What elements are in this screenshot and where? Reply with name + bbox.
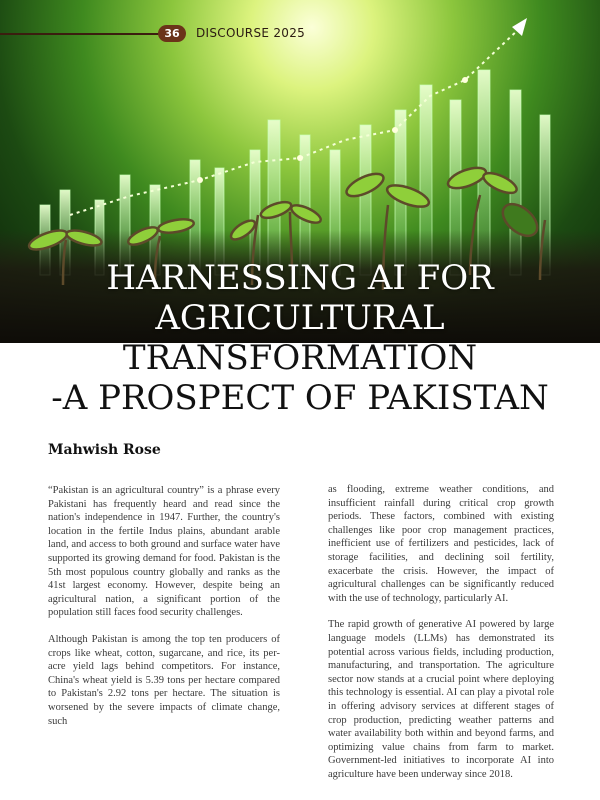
- paragraph: as flooding, extreme weather conditions, and insufficient rainfall during critical crop growth periods. These factors, combined with existing challenges like poor crop management practices, inefficient use of fertilizers and pesticides, lack of storage facilities, and declining soil fertility, exacerbate the crisis. However, the impact of agricultural challenges can be significantly reduced with the use of technology, particularly AI.: [328, 484, 554, 604]
- page-number-badge: 36: [158, 25, 186, 42]
- body-column-right: [328, 483, 554, 794]
- title-line-4: -A PROSPECT OF PAKISTAN: [51, 378, 549, 418]
- page-header: [0, 25, 600, 43]
- publication-name: DISCOURSE 2025: [196, 26, 306, 40]
- title-line-3: TRANSFORMATION: [122, 338, 478, 378]
- paragraph: Although Pakistan is among the top ten producers of crops like wheat, cotton, sugarcane, and rice, its per-acre yield lags behind competitors. For instance, China's wheat yield is 5.39 tons per hectare compared to Pakistan's 2.92 tons per hectare. The situation is worsened by the severe impacts of climate change, such: [48, 633, 280, 727]
- paragraph: The rapid growth of generative AI powered by large language models (LLMs) has demonstrated its potential across various fields, including production, manufacturing, and transportation. The agriculture sector now stands at a crucial point where deploying this technology is essential. AI can play a pivotal role in offering advisory services at different stages of crop production, predicting weather patterns and water availability both within and beyond farms, and optimizing value chains from farm to market. Government-led initiatives to incorporate AI into agriculture have been underway since 2018.: [328, 619, 554, 780]
- article-title: [0, 258, 600, 418]
- paragraph: “Pakistan is an agricultural country” is a phrase every Pakistani has frequently heard and read since the nation's independence in 1947. Further, the country's location in the fertile Indus plains, abundant arable land, and access to both ground and surface water have supported its growing demand for food. Pakistan is the 5th most populous country globally and ranks as the 41st largest economy. However, despite being an agricultural nation, a significant portion of the population still faces food security challenges.: [48, 485, 280, 619]
- title-line-1: HARNESSING AI FOR: [106, 258, 494, 298]
- title-line-2: AGRICULTURAL: [155, 298, 445, 338]
- body-column-left: [48, 484, 280, 741]
- header-rule: [0, 33, 160, 35]
- author-byline: Mahwish Rose: [48, 442, 161, 458]
